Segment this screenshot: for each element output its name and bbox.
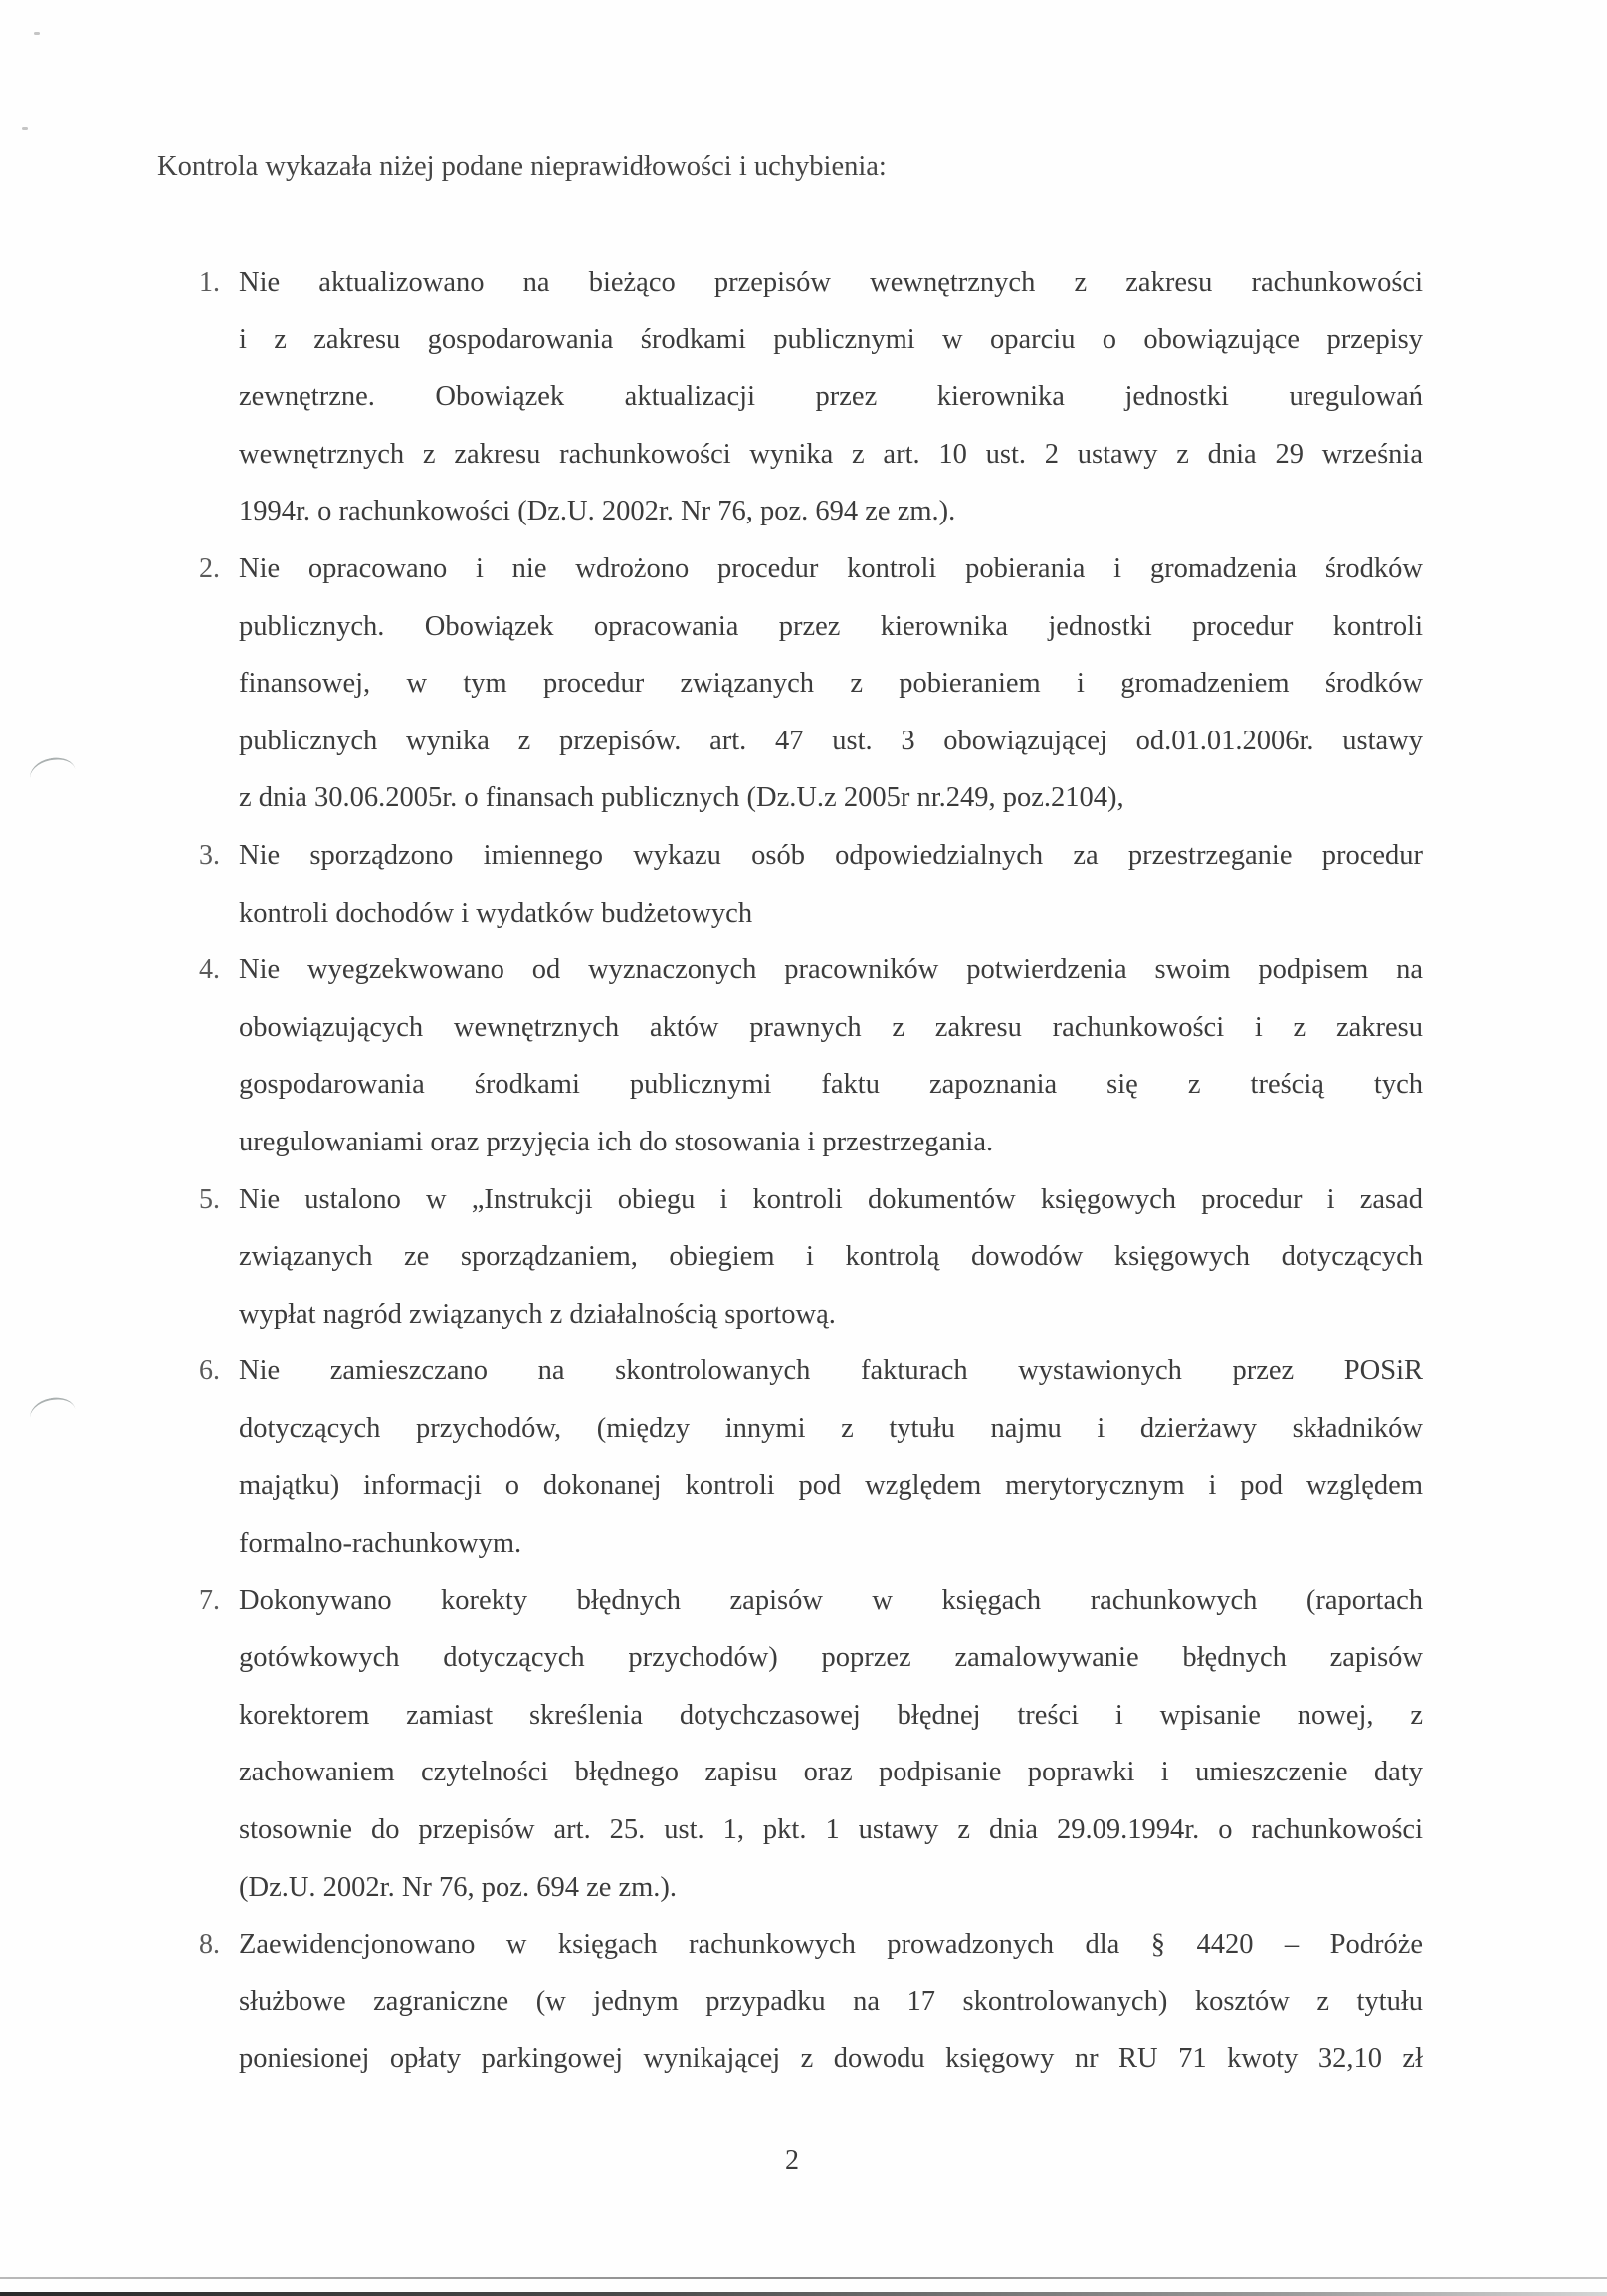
- finding-text-line: publicznych. Obowiązek opracowania przez kierownika jednostki procedur kontroli: [239, 610, 1423, 642]
- finding-text-line: zachowaniem czytelności błędnego zapisu oraz podpisanie poprawki i umieszczenie daty: [239, 1757, 1423, 1788]
- finding-number: 3.: [199, 839, 220, 871]
- finding-text-line: Nie aktualizowano na bieżąco przepisów wewnętrznych z zakresu rachunkowości: [239, 267, 1423, 298]
- finding-text-line: finansowej, w tym procedur związanych z pobieraniem i gromadzeniem środków: [239, 668, 1423, 700]
- scan-edge-line: [0, 2277, 1607, 2279]
- finding-item: [0, 1916, 1607, 2088]
- scan-speck: [34, 32, 40, 35]
- finding-number: 4.: [199, 954, 220, 986]
- scan-speck: [22, 127, 28, 130]
- finding-text: [239, 941, 1423, 1170]
- finding-text-line: uregulowaniami oraz przyjęcia ich do stosowania i przestrzegania.: [239, 1126, 994, 1157]
- finding-number: 5.: [199, 1183, 220, 1215]
- finding-text-line: Nie sporządzono imiennego wykazu osób odpowiedzialnych za przestrzeganie procedur: [239, 839, 1423, 871]
- finding-number: 1.: [199, 267, 220, 298]
- finding-item: [0, 1572, 1607, 1917]
- finding-item: [0, 1171, 1607, 1344]
- finding-text-line: 1994r. o rachunkowości (Dz.U. 2002r. Nr 76, poz. 694 ze zm.).: [239, 496, 956, 527]
- findings-intro: Kontrola wykazała niżej podane nieprawidłowości i uchybienia:: [157, 151, 887, 182]
- finding-text-line: gotówkowych dotyczących przychodów) poprzez zamalowywanie błędnych zapisów: [239, 1642, 1423, 1674]
- finding-text-line: dotyczących przychodów, (między innymi z tytułu najmu i dzierżawy składników: [239, 1412, 1423, 1444]
- finding-text-line: służbowe zagraniczne (w jednym przypadku na 17 skontrolowanych) kosztów z tytułu: [239, 1985, 1423, 2017]
- finding-item: [0, 254, 1607, 540]
- findings-list: [0, 254, 1607, 2088]
- finding-text-line: wypłat nagród związanych z działalnością sportową.: [239, 1298, 836, 1330]
- finding-text-line: z dnia 30.06.2005r. o finansach publicznych (Dz.U.z 2005r nr.249, poz.2104),: [239, 782, 1124, 814]
- finding-text-line: majątku) informacji o dokonanej kontroli pod względem merytorycznym i pod względem: [239, 1470, 1423, 1502]
- finding-item: [0, 827, 1607, 941]
- finding-text-line: związanych ze sporządzaniem, obiegiem i kontrolą dowodów księgowych dotyczących: [239, 1241, 1423, 1273]
- finding-number: 2.: [199, 552, 220, 584]
- finding-number: 6.: [199, 1356, 220, 1387]
- finding-text-line: kontroli dochodów i wydatków budżetowych: [239, 897, 753, 929]
- finding-text: [239, 540, 1423, 827]
- finding-text: [239, 1916, 1423, 2088]
- finding-text-line: Nie ustalono w „Instrukcji obiegu i kontroli dokumentów księgowych procedur i zasad: [239, 1183, 1423, 1215]
- finding-text: [239, 1343, 1423, 1571]
- finding-text-line: (Dz.U. 2002r. Nr 76, poz. 694 ze zm.).: [239, 1871, 678, 1903]
- finding-number: 7.: [199, 1584, 220, 1616]
- finding-text-line: gospodarowania środkami publicznymi faktu zapoznania się z treścią tych: [239, 1069, 1423, 1101]
- finding-text-line: Nie opracowano i nie wdrożono procedur kontroli pobierania i gromadzenia środków: [239, 552, 1423, 584]
- finding-item: [0, 540, 1607, 827]
- finding-text-line: Dokonywano korekty błędnych zapisów w księgach rachunkowych (raportach: [239, 1584, 1423, 1616]
- finding-text-line: Nie zamieszczano na skontrolowanych fakturach wystawionych przez POSiR: [239, 1356, 1423, 1387]
- finding-text: [239, 1171, 1423, 1344]
- finding-item: [0, 1343, 1607, 1571]
- scan-edge-shadow: [0, 2292, 1607, 2296]
- finding-text-line: poniesionej opłaty parkingowej wynikającej z dowodu księgowy nr RU 71 kwoty 32,10 zł: [239, 2043, 1423, 2075]
- finding-text-line: Zaewidencjonowano w księgach rachunkowych prowadzonych dla § 4420 – Podróże: [239, 1929, 1423, 1961]
- finding-item: [0, 941, 1607, 1170]
- finding-text-line: zewnętrzne. Obowiązek aktualizacji przez kierownika jednostki uregulowań: [239, 381, 1423, 413]
- finding-text-line: obowiązujących wewnętrznych aktów prawnych z zakresu rachunkowości i z zakresu: [239, 1011, 1423, 1043]
- finding-text-line: Nie wyegzekwowano od wyznaczonych pracowników potwierdzenia swoim podpisem na: [239, 954, 1423, 986]
- finding-text-line: publicznych wynika z przepisów. art. 47 ust. 3 obowiązującej od.01.01.2006r. ustawy: [239, 725, 1423, 756]
- finding-text-line: stosownie do przepisów art. 25. ust. 1, pkt. 1 ustawy z dnia 29.09.1994r. o rachunkowości: [239, 1814, 1423, 1846]
- finding-number: 8.: [199, 1929, 220, 1961]
- finding-text-line: wewnętrznych z zakresu rachunkowości wynika z art. 10 ust. 2 ustawy z dnia 29 września: [239, 438, 1423, 470]
- finding-text: [239, 827, 1423, 941]
- finding-text: [239, 1572, 1423, 1917]
- finding-text-line: i z zakresu gospodarowania środkami publicznymi w oparciu o obowiązujące przepisy: [239, 323, 1423, 355]
- finding-text-line: formalno-rachunkowym.: [239, 1528, 522, 1560]
- finding-text-line: korektorem zamiast skreślenia dotychczasowej błędnej treści i wpisanie nowej, z: [239, 1699, 1423, 1731]
- finding-text: [239, 254, 1423, 540]
- page-number: 2: [785, 2145, 799, 2176]
